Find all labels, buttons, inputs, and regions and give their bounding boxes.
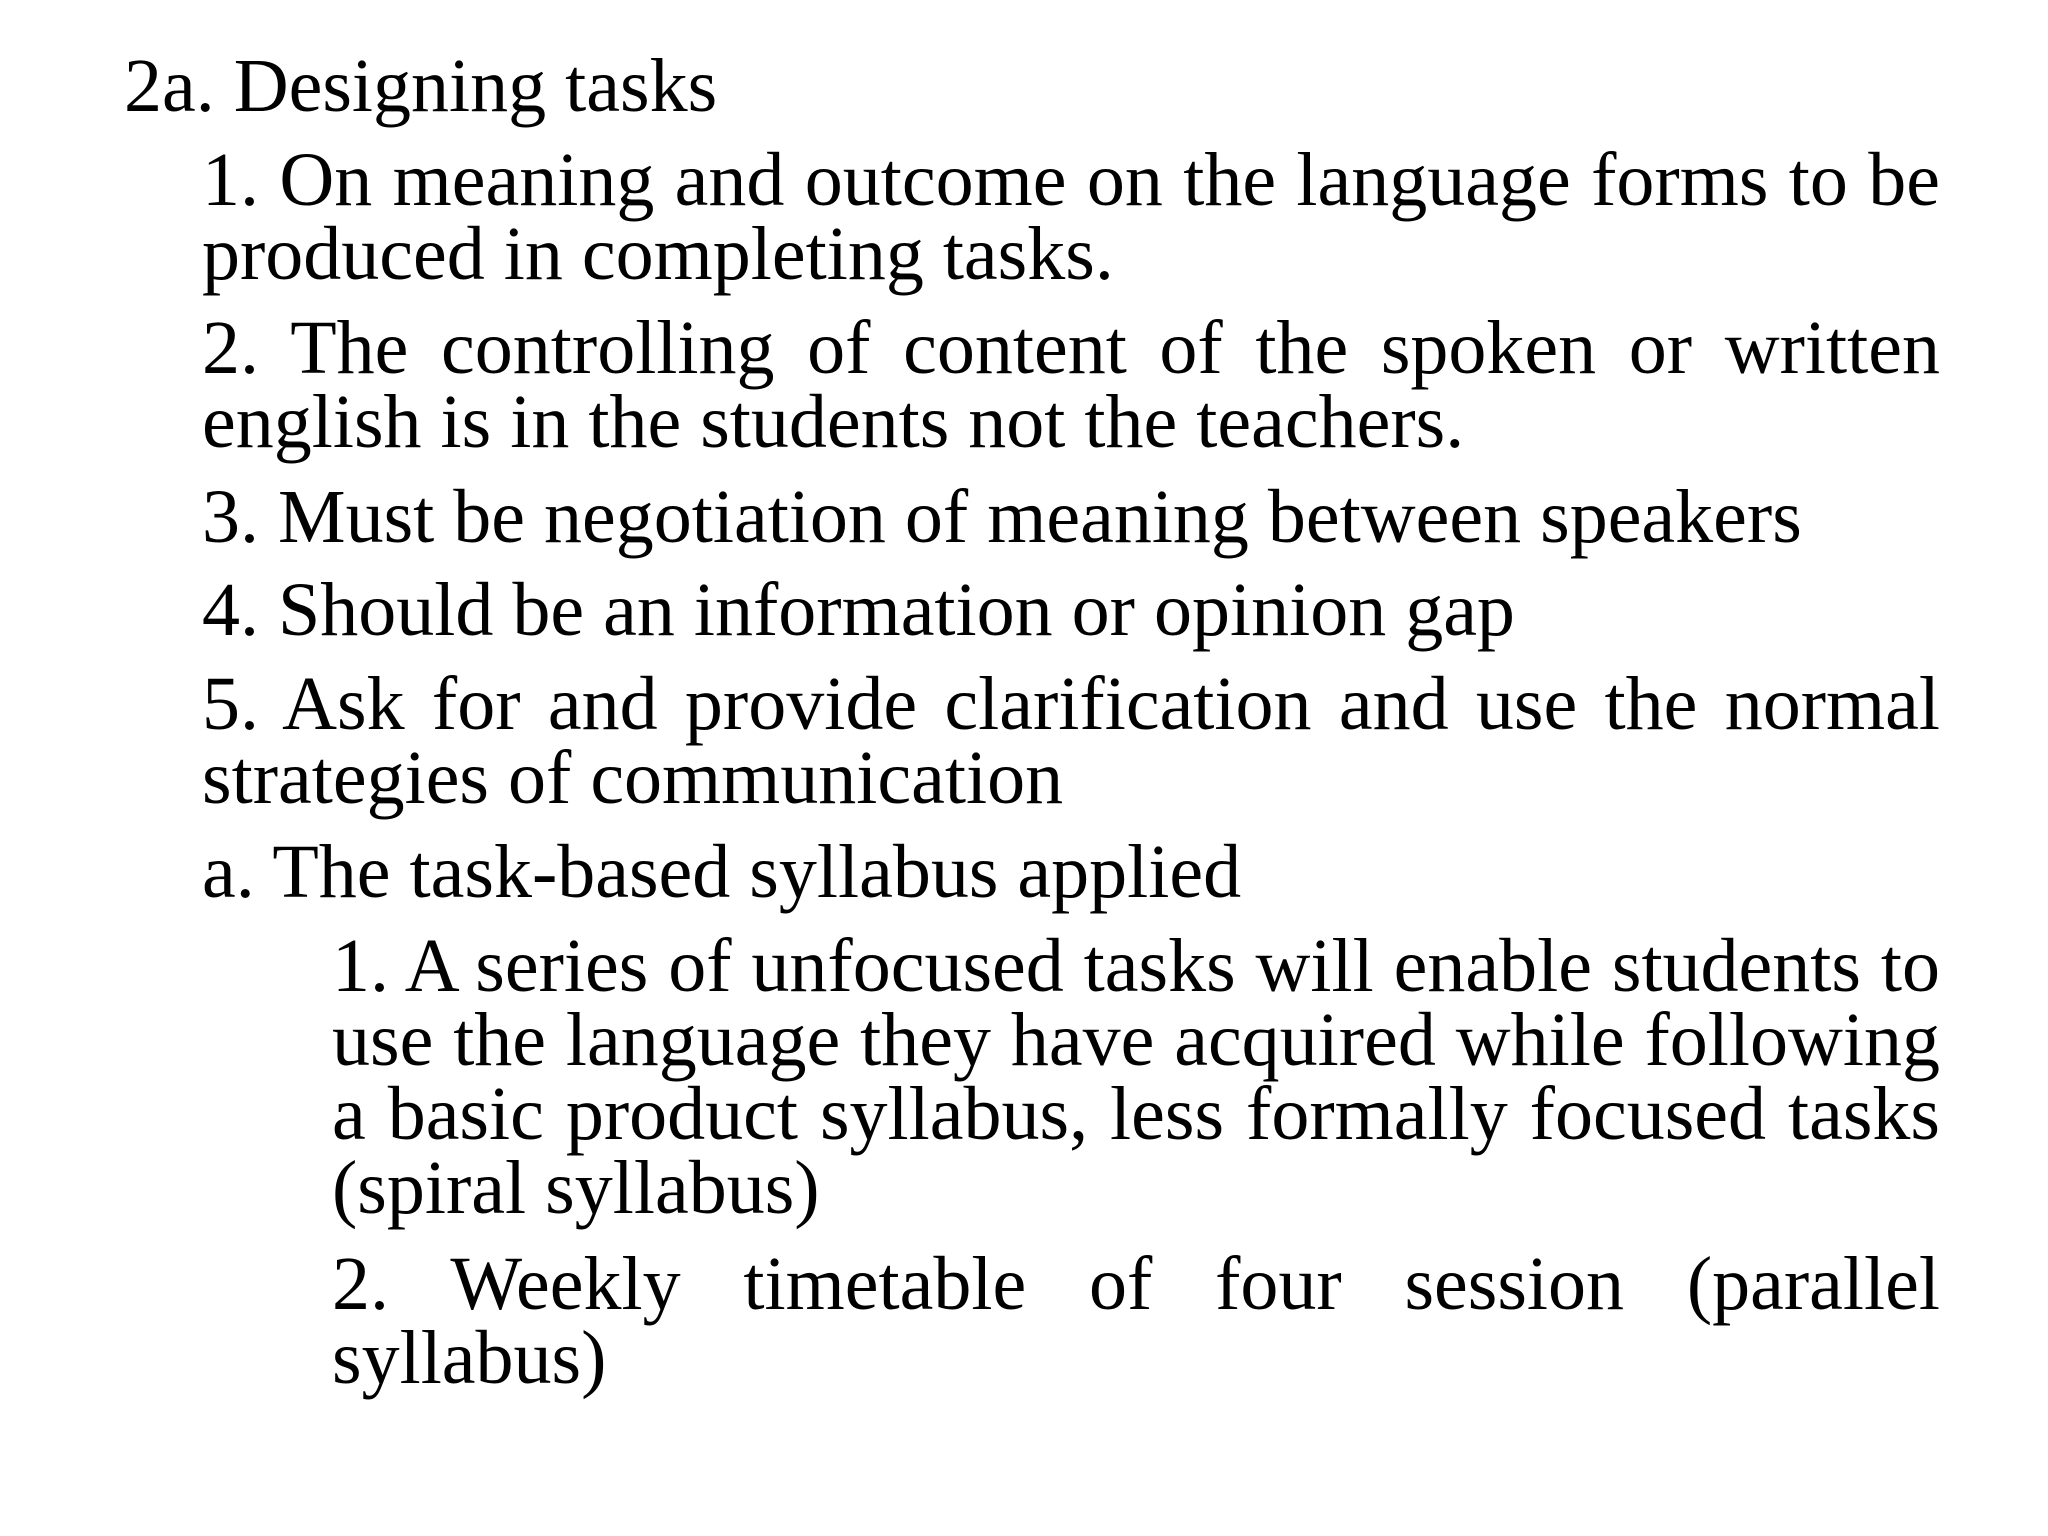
point-5: 5. Ask for and provide clarification and use the normal strategies of communication [202, 662, 1940, 820]
subpoint-2: 2. Weekly timetable of four session (parallel syllabus) [332, 1242, 1940, 1400]
subpoint-1: 1. A series of unfocused tasks will enable students to use the language they have acquired while following a basic product syllabus, less formally focused tasks (spiral syllabus) [332, 924, 1940, 1230]
point-1: 1. On meaning and outcome on the language forms to be produced in completing tasks. [202, 138, 1940, 296]
point-2: 2. The controlling of content of the spoken or written english is in the students not the teachers. [202, 306, 1940, 464]
slide-heading: 2a. Designing tasks [124, 44, 718, 128]
subheading: a. The task-based syllabus applied [202, 830, 1242, 914]
point-4: 4. Should be an information or opinion gap [202, 568, 1515, 652]
point-3: 3. Must be negotiation of meaning between speakers [202, 475, 1802, 559]
